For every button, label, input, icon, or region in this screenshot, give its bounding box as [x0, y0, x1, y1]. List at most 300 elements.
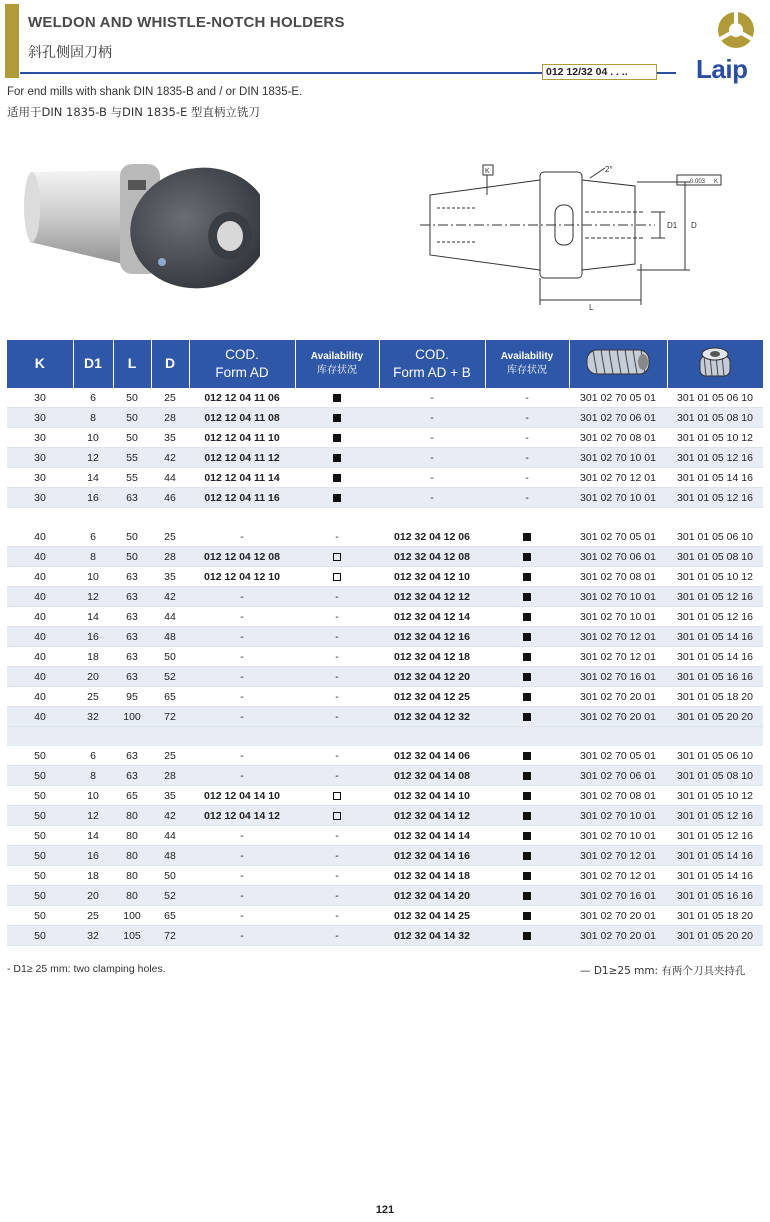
in-stock-icon	[333, 454, 341, 462]
in-stock-icon	[523, 593, 531, 601]
cell-availability-adb: -	[485, 428, 569, 448]
col-header-l: L	[113, 340, 151, 388]
cell-cod-ad: -	[189, 866, 295, 886]
cell-k: 40	[7, 627, 73, 647]
cell-cod-ad: -	[189, 926, 295, 946]
cell-d: 72	[151, 926, 189, 946]
cell-d: 42	[151, 806, 189, 826]
cell-cod-adb: -	[379, 468, 485, 488]
in-stock-icon	[333, 434, 341, 442]
cell-k: 40	[7, 687, 73, 707]
cell-cod-adb: 012 32 04 14 20	[379, 886, 485, 906]
cell-availability-adb	[485, 567, 569, 587]
cell-cod-ad: 012 12 04 11 06	[189, 388, 295, 408]
cell-k: 40	[7, 607, 73, 627]
table-row	[7, 527, 763, 547]
cell-cod-adb: 012 32 04 14 32	[379, 926, 485, 946]
cell-nut-code: 301 01 05 12 16	[667, 826, 763, 846]
in-stock-icon	[523, 553, 531, 561]
cell-l: 80	[113, 806, 151, 826]
cell-k: 50	[7, 746, 73, 766]
cell-screw-code: 301 02 70 10 01	[569, 448, 667, 468]
table-row	[7, 627, 763, 647]
in-stock-icon	[523, 832, 531, 840]
table-row	[7, 826, 763, 846]
cell-d1: 18	[73, 647, 113, 667]
cell-d1: 14	[73, 826, 113, 846]
cell-d: 50	[151, 647, 189, 667]
cell-availability-ad: -	[295, 906, 379, 926]
cell-screw-code: 301 02 70 06 01	[569, 766, 667, 786]
cell-screw-code: 301 02 70 20 01	[569, 707, 667, 727]
table-row	[7, 607, 763, 627]
table-row	[7, 587, 763, 607]
table-row	[7, 488, 763, 508]
cell-l: 63	[113, 627, 151, 647]
cell-nut-code: 301 01 05 20 20	[667, 926, 763, 946]
cell-availability-adb: -	[485, 488, 569, 508]
label-k: K	[485, 168, 490, 175]
cell-d1: 32	[73, 707, 113, 727]
cell-cod-ad: -	[189, 687, 295, 707]
cell-screw-code: 301 02 70 08 01	[569, 428, 667, 448]
cell-availability-ad	[295, 468, 379, 488]
cell-cod-adb: 012 32 04 12 32	[379, 707, 485, 727]
cell-availability-ad	[295, 547, 379, 567]
cell-nut-code: 301 01 05 12 16	[667, 587, 763, 607]
technical-drawing	[415, 160, 725, 320]
cell-cod-ad: -	[189, 746, 295, 766]
in-stock-icon	[523, 633, 531, 641]
cell-l: 105	[113, 926, 151, 946]
cell-k: 40	[7, 587, 73, 607]
cell-cod-ad: -	[189, 906, 295, 926]
col-header-screw	[569, 340, 667, 388]
col-header-nut	[667, 340, 763, 388]
cell-screw-code: 301 02 70 10 01	[569, 806, 667, 826]
cell-l: 65	[113, 786, 151, 806]
cell-screw-code: 301 02 70 05 01	[569, 388, 667, 408]
in-stock-icon	[523, 772, 531, 780]
in-stock-icon	[523, 792, 531, 800]
cell-nut-code: 301 01 05 14 16	[667, 846, 763, 866]
cell-cod-adb: 012 32 04 12 10	[379, 567, 485, 587]
table-row	[7, 428, 763, 448]
cell-availability-ad: -	[295, 607, 379, 627]
cell-d1: 6	[73, 527, 113, 547]
cell-screw-code: 301 02 70 16 01	[569, 886, 667, 906]
cell-availability-adb	[485, 647, 569, 667]
cell-availability-ad: -	[295, 846, 379, 866]
cell-screw-code: 301 02 70 10 01	[569, 488, 667, 508]
on-request-icon	[333, 812, 341, 820]
cell-l: 63	[113, 587, 151, 607]
page-title-cn: 斜孔侧固刀柄	[28, 45, 112, 61]
page-number: 121	[375, 1204, 395, 1216]
cell-d1: 20	[73, 886, 113, 906]
cell-d: 28	[151, 408, 189, 428]
cell-cod-adb: -	[379, 488, 485, 508]
cell-d1: 16	[73, 846, 113, 866]
table-row	[7, 926, 763, 946]
cell-availability-ad	[295, 388, 379, 408]
cell-k: 30	[7, 488, 73, 508]
table-row	[7, 388, 763, 408]
cell-availability-ad: -	[295, 627, 379, 647]
cell-d: 72	[151, 707, 189, 727]
label-d: D	[691, 221, 697, 230]
cell-d: 35	[151, 567, 189, 587]
cell-l: 63	[113, 488, 151, 508]
cell-availability-ad: -	[295, 886, 379, 906]
cell-cod-ad: -	[189, 647, 295, 667]
label-d1: D1	[667, 221, 678, 230]
on-request-icon	[333, 553, 341, 561]
cell-nut-code: 301 01 05 14 16	[667, 647, 763, 667]
in-stock-icon	[523, 752, 531, 760]
cell-nut-code: 301 01 05 08 10	[667, 766, 763, 786]
cell-cod-adb: 012 32 04 14 12	[379, 806, 485, 826]
cell-cod-adb: 012 32 04 12 20	[379, 667, 485, 687]
subtitle-cn: 适用于DIN 1835-B 与DIN 1835-E 型直柄立铣刀	[7, 105, 260, 119]
cell-l: 80	[113, 866, 151, 886]
cell-nut-code: 301 01 05 14 16	[667, 468, 763, 488]
cell-d: 48	[151, 627, 189, 647]
cell-availability-adb	[485, 587, 569, 607]
cell-availability-adb: -	[485, 388, 569, 408]
cell-d: 44	[151, 607, 189, 627]
cell-d: 52	[151, 886, 189, 906]
cell-k: 50	[7, 926, 73, 946]
in-stock-icon	[523, 573, 531, 581]
cell-l: 55	[113, 448, 151, 468]
cell-d1: 25	[73, 906, 113, 926]
cell-d1: 8	[73, 766, 113, 786]
cell-k: 30	[7, 468, 73, 488]
cell-cod-ad: -	[189, 627, 295, 647]
cell-k: 30	[7, 428, 73, 448]
cell-availability-adb	[485, 786, 569, 806]
in-stock-icon	[523, 613, 531, 621]
in-stock-icon	[523, 713, 531, 721]
cell-cod-adb: -	[379, 408, 485, 428]
cell-l: 50	[113, 547, 151, 567]
cell-cod-adb: -	[379, 448, 485, 468]
cell-d: 42	[151, 587, 189, 607]
in-stock-icon	[523, 872, 531, 880]
cell-availability-ad	[295, 786, 379, 806]
cell-d1: 25	[73, 687, 113, 707]
cell-d: 44	[151, 826, 189, 846]
cell-cod-ad: -	[189, 527, 295, 547]
cell-cod-adb: 012 32 04 14 10	[379, 786, 485, 806]
cell-k: 50	[7, 846, 73, 866]
cell-screw-code: 301 02 70 10 01	[569, 826, 667, 846]
table-row	[7, 547, 763, 567]
cell-availability-ad	[295, 488, 379, 508]
cell-d1: 10	[73, 786, 113, 806]
cell-availability-adb	[485, 766, 569, 786]
cell-availability-adb	[485, 746, 569, 766]
cell-k: 50	[7, 766, 73, 786]
cell-d: 42	[151, 448, 189, 468]
cell-screw-code: 301 02 70 08 01	[569, 786, 667, 806]
on-request-icon	[333, 573, 341, 581]
cell-d1: 8	[73, 408, 113, 428]
cell-availability-adb	[485, 627, 569, 647]
cell-l: 80	[113, 826, 151, 846]
cell-k: 40	[7, 707, 73, 727]
cell-availability-ad: -	[295, 667, 379, 687]
cell-cod-adb: 012 32 04 12 18	[379, 647, 485, 667]
in-stock-icon	[523, 693, 531, 701]
cell-d1: 6	[73, 388, 113, 408]
cell-screw-code: 301 02 70 06 01	[569, 547, 667, 567]
cell-availability-ad	[295, 806, 379, 826]
cell-cod-adb: -	[379, 428, 485, 448]
cell-k: 40	[7, 547, 73, 567]
cell-availability-adb	[485, 846, 569, 866]
col-header-cod-ad: COD. Form AD	[189, 340, 295, 388]
cell-k: 50	[7, 826, 73, 846]
cell-nut-code: 301 01 05 16 16	[667, 667, 763, 687]
cell-cod-ad: 012 12 04 11 16	[189, 488, 295, 508]
table-row	[7, 448, 763, 468]
table-row	[7, 468, 763, 488]
cell-d: 48	[151, 846, 189, 866]
label-l: L	[589, 303, 594, 312]
cell-l: 80	[113, 846, 151, 866]
cell-d: 35	[151, 428, 189, 448]
cell-availability-ad: -	[295, 746, 379, 766]
cell-cod-ad: 012 12 04 11 08	[189, 408, 295, 428]
cell-cod-adb: 012 32 04 14 14	[379, 826, 485, 846]
cell-availability-ad: -	[295, 826, 379, 846]
col-header-availability-adb: Availability 库存状况	[485, 340, 569, 388]
cell-screw-code: 301 02 70 16 01	[569, 667, 667, 687]
cell-cod-ad: 012 12 04 14 12	[189, 806, 295, 826]
cell-nut-code: 301 01 05 16 16	[667, 886, 763, 906]
cell-availability-ad	[295, 408, 379, 428]
label-tolerance: 0.003	[690, 179, 706, 185]
cell-availability-ad	[295, 428, 379, 448]
in-stock-icon	[523, 892, 531, 900]
cell-k: 50	[7, 806, 73, 826]
cell-availability-adb	[485, 707, 569, 727]
cell-screw-code: 301 02 70 12 01	[569, 647, 667, 667]
in-stock-icon	[333, 414, 341, 422]
cell-cod-adb: 012 32 04 12 25	[379, 687, 485, 707]
table-row	[7, 408, 763, 428]
cell-k: 30	[7, 408, 73, 428]
in-stock-icon	[333, 394, 341, 402]
table-row	[7, 687, 763, 707]
in-stock-icon	[523, 932, 531, 940]
table-row	[7, 906, 763, 926]
cell-cod-adb: 012 32 04 12 14	[379, 607, 485, 627]
cell-cod-ad: 012 12 04 11 12	[189, 448, 295, 468]
cell-nut-code: 301 01 05 20 20	[667, 707, 763, 727]
cell-availability-ad: -	[295, 707, 379, 727]
cell-nut-code: 301 01 05 12 16	[667, 806, 763, 826]
cell-cod-ad: -	[189, 587, 295, 607]
cell-nut-code: 301 01 05 18 20	[667, 687, 763, 707]
cell-k: 40	[7, 647, 73, 667]
table-row	[7, 846, 763, 866]
cell-d1: 16	[73, 488, 113, 508]
cell-d1: 18	[73, 866, 113, 886]
cell-l: 63	[113, 607, 151, 627]
cell-cod-ad: 012 12 04 11 14	[189, 468, 295, 488]
product-table	[7, 340, 763, 946]
cell-k: 40	[7, 667, 73, 687]
in-stock-icon	[333, 474, 341, 482]
cell-availability-adb	[485, 826, 569, 846]
cell-d1: 6	[73, 746, 113, 766]
cell-screw-code: 301 02 70 12 01	[569, 468, 667, 488]
cell-cod-ad: -	[189, 707, 295, 727]
page-title: WELDON AND WHISTLE-NOTCH HOLDERS	[28, 14, 345, 31]
footnote-cn: — D1≥25 mm: 有两个刀具夹持孔	[580, 965, 746, 977]
cell-nut-code: 301 01 05 10 12	[667, 428, 763, 448]
cell-availability-ad	[295, 448, 379, 468]
cell-k: 50	[7, 886, 73, 906]
cell-d1: 12	[73, 448, 113, 468]
cell-availability-ad: -	[295, 766, 379, 786]
cell-cod-adb: 012 32 04 12 08	[379, 547, 485, 567]
cell-nut-code: 301 01 05 14 16	[667, 627, 763, 647]
cell-l: 63	[113, 647, 151, 667]
cell-d1: 14	[73, 607, 113, 627]
label-angle: 2°	[605, 165, 613, 174]
in-stock-icon	[523, 812, 531, 820]
table-row	[7, 567, 763, 587]
table-row	[7, 886, 763, 906]
cell-d1: 10	[73, 567, 113, 587]
group-spacer	[7, 508, 763, 528]
cell-screw-code: 301 02 70 10 01	[569, 587, 667, 607]
cell-screw-code: 301 02 70 12 01	[569, 627, 667, 647]
cell-l: 50	[113, 428, 151, 448]
cell-k: 30	[7, 388, 73, 408]
cell-d: 35	[151, 786, 189, 806]
cell-cod-adb: 012 32 04 14 08	[379, 766, 485, 786]
table-row	[7, 647, 763, 667]
header-rule-right	[656, 72, 676, 74]
in-stock-icon	[523, 673, 531, 681]
cell-availability-adb	[485, 926, 569, 946]
cell-d: 65	[151, 906, 189, 926]
table-row	[7, 766, 763, 786]
cell-cod-adb: 012 32 04 14 18	[379, 866, 485, 886]
in-stock-icon	[523, 653, 531, 661]
cell-nut-code: 301 01 05 10 12	[667, 786, 763, 806]
cell-cod-ad: -	[189, 886, 295, 906]
cell-nut-code: 301 01 05 18 20	[667, 906, 763, 926]
code-range-badge: 012 12/32 04 . . ..	[542, 64, 657, 80]
cell-screw-code: 301 02 70 20 01	[569, 926, 667, 946]
cell-nut-code: 301 01 05 06 10	[667, 388, 763, 408]
cell-screw-code: 301 02 70 20 01	[569, 687, 667, 707]
cell-availability-adb: -	[485, 448, 569, 468]
cell-d: 25	[151, 388, 189, 408]
cell-d1: 16	[73, 627, 113, 647]
table-row	[7, 806, 763, 826]
cell-availability-adb	[485, 667, 569, 687]
cell-availability-ad: -	[295, 587, 379, 607]
cell-availability-adb	[485, 886, 569, 906]
cell-nut-code: 301 01 05 12 16	[667, 448, 763, 468]
cell-k: 50	[7, 866, 73, 886]
cell-l: 100	[113, 906, 151, 926]
cell-nut-code: 301 01 05 08 10	[667, 408, 763, 428]
cell-d1: 8	[73, 547, 113, 567]
cell-screw-code: 301 02 70 12 01	[569, 866, 667, 886]
table-row	[7, 746, 763, 766]
cell-cod-adb: 012 32 04 14 06	[379, 746, 485, 766]
cell-k: 50	[7, 906, 73, 926]
cell-cod-ad: 012 12 04 12 10	[189, 567, 295, 587]
cell-cod-ad: -	[189, 846, 295, 866]
cell-l: 63	[113, 766, 151, 786]
cell-availability-adb	[485, 607, 569, 627]
header-rule	[20, 72, 542, 74]
cell-availability-ad: -	[295, 647, 379, 667]
cell-d: 44	[151, 468, 189, 488]
cell-l: 80	[113, 886, 151, 906]
cell-availability-adb	[485, 547, 569, 567]
cell-k: 50	[7, 786, 73, 806]
cell-k: 30	[7, 448, 73, 468]
cell-d1: 12	[73, 587, 113, 607]
cell-screw-code: 301 02 70 06 01	[569, 408, 667, 428]
in-stock-icon	[523, 912, 531, 920]
cell-l: 63	[113, 746, 151, 766]
tool-holder-photo	[20, 150, 260, 290]
cell-l: 63	[113, 667, 151, 687]
col-header-d1: D1	[73, 340, 113, 388]
cell-nut-code: 301 01 05 12 16	[667, 488, 763, 508]
cell-screw-code: 301 02 70 05 01	[569, 527, 667, 547]
cell-availability-ad	[295, 567, 379, 587]
table-header-row	[7, 340, 763, 388]
cell-screw-code: 301 02 70 10 01	[569, 607, 667, 627]
cell-d1: 32	[73, 926, 113, 946]
col-header-k: K	[7, 340, 73, 388]
cell-cod-adb: 012 32 04 14 25	[379, 906, 485, 926]
cell-d: 46	[151, 488, 189, 508]
cell-screw-code: 301 02 70 08 01	[569, 567, 667, 587]
cell-availability-ad: -	[295, 926, 379, 946]
cell-cod-adb: 012 32 04 12 06	[379, 527, 485, 547]
cell-cod-adb: 012 32 04 12 12	[379, 587, 485, 607]
cell-d1: 20	[73, 667, 113, 687]
cell-availability-adb	[485, 866, 569, 886]
cell-availability-adb	[485, 687, 569, 707]
cell-screw-code: 301 02 70 05 01	[569, 746, 667, 766]
cell-nut-code: 301 01 05 06 10	[667, 527, 763, 547]
cell-d: 28	[151, 766, 189, 786]
cell-d1: 12	[73, 806, 113, 826]
cell-availability-adb	[485, 806, 569, 826]
cell-screw-code: 301 02 70 20 01	[569, 906, 667, 926]
table-row	[7, 667, 763, 687]
cell-availability-ad: -	[295, 866, 379, 886]
cell-cod-ad: 012 12 04 12 08	[189, 547, 295, 567]
on-request-icon	[333, 792, 341, 800]
cell-d: 28	[151, 547, 189, 567]
cell-cod-ad: -	[189, 826, 295, 846]
